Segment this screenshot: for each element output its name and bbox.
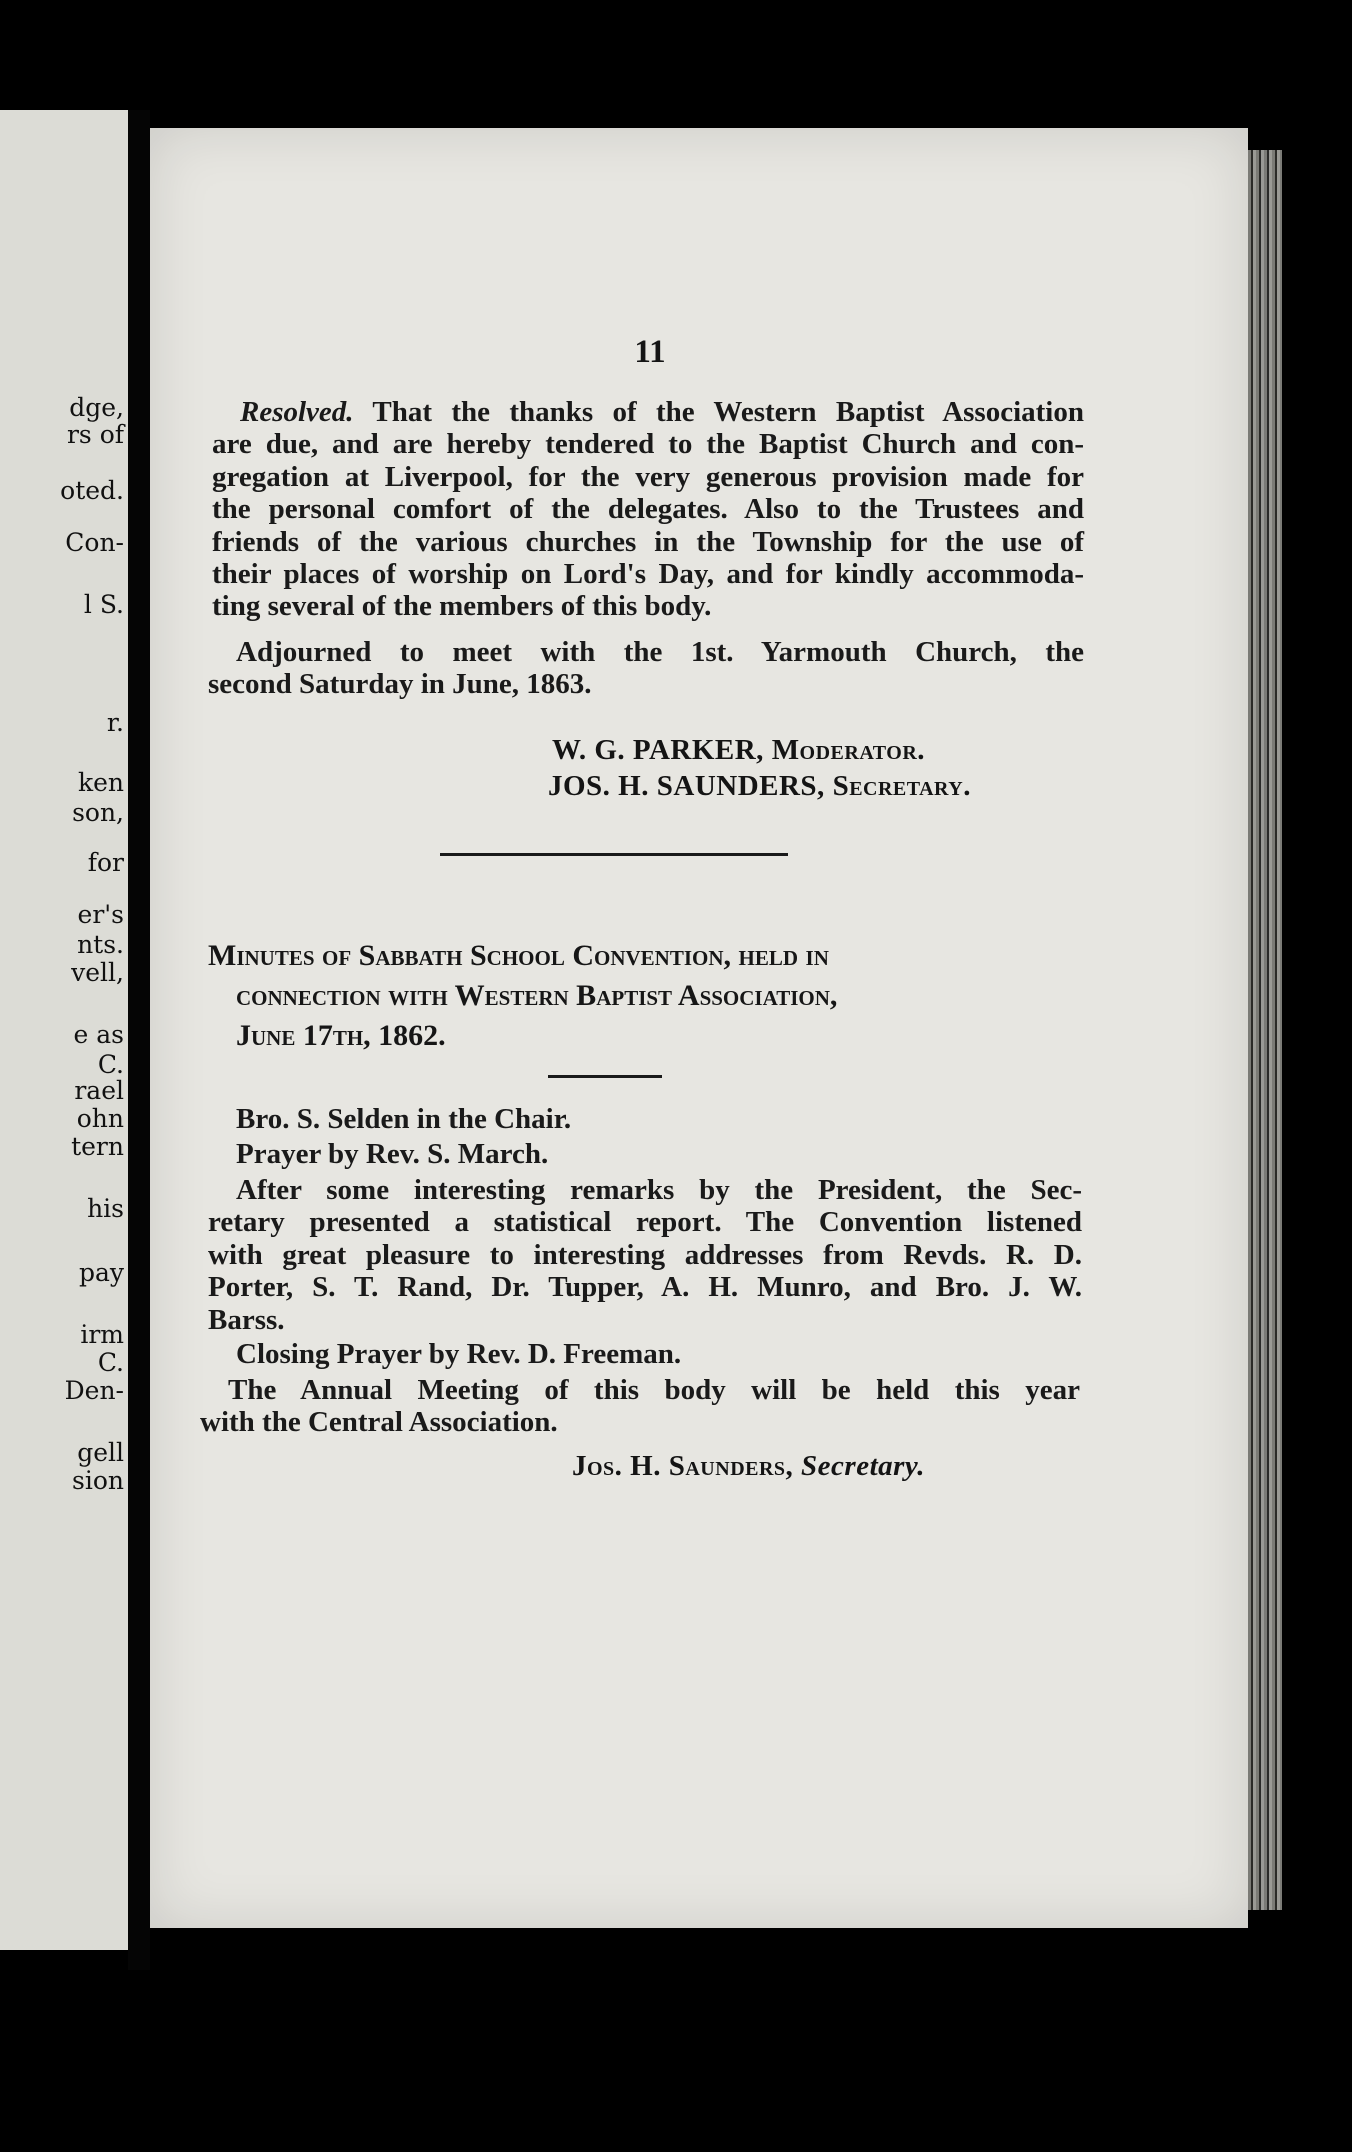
- resolved-lead: Resolved.: [240, 396, 354, 428]
- bottom-signature: [572, 1450, 925, 1483]
- heading-line: Minutes of Sabbath School Convention, held in: [208, 939, 829, 972]
- left-fragment: er's: [77, 900, 124, 929]
- annual-meeting-paragraph: [200, 1374, 1080, 1439]
- annual-line: The Annual Meeting of this body will be held this year: [228, 1374, 1080, 1406]
- left-fragment: l S.: [83, 590, 124, 619]
- bottom-signature-name: Jos. H. Saunders,: [572, 1450, 794, 1482]
- left-fragment: vell,: [71, 958, 124, 987]
- remarks-paragraph: [208, 1174, 1082, 1336]
- moderator-name: W. G. PARKER,: [552, 734, 764, 766]
- closing-prayer-line: Closing Prayer by Rev. D. Freeman.: [236, 1338, 682, 1370]
- resolution-line: gregation at Liverpool, for the very generous provision made for: [212, 460, 1084, 493]
- adjourned-line: Adjourned to meet with the 1st. Yarmouth Church, the: [236, 636, 1084, 668]
- moderator-title: Moderator.: [771, 734, 926, 766]
- resolution-line: the personal comfort of the delegates. Also to the Trustees and: [212, 493, 1084, 526]
- resolution-line: friends of the various churches in the Township for the use of: [212, 525, 1084, 558]
- left-fragment: irm: [80, 1320, 124, 1349]
- left-fragment: C.: [97, 1050, 124, 1079]
- left-fragment: e as: [73, 1020, 124, 1049]
- prayer-line: Prayer by Rev. S. March.: [236, 1138, 549, 1170]
- left-fragment: rael: [74, 1076, 124, 1105]
- previous-page-edge: [0, 110, 128, 1950]
- left-fragment: C.: [97, 1348, 124, 1377]
- resolution-line: [212, 396, 1084, 428]
- left-fragment: his: [87, 1194, 124, 1223]
- remarks-line: retary presented a statistical report. The Convention listened: [208, 1206, 1082, 1239]
- secretary-name: JOS. H. SAUNDERS,: [548, 770, 825, 802]
- left-fragment: dge,: [69, 393, 124, 422]
- heading-line: June 17th, 1862.: [236, 1019, 446, 1052]
- left-fragment: rs of: [66, 420, 124, 449]
- left-fragment: r.: [106, 708, 124, 737]
- convention-heading: [208, 936, 1150, 1056]
- resolution-line: are due, and are hereby tendered to the Baptist Church and con-: [212, 428, 1084, 461]
- adjourned-paragraph: [208, 636, 1084, 701]
- annual-line: with the Central Association.: [200, 1406, 558, 1439]
- left-fragment: tern: [71, 1132, 124, 1161]
- remarks-line: Porter, S. T. Rand, Dr. Tupper, A. H. Munro, and Bro. J. W.: [208, 1271, 1082, 1304]
- left-fragment: nts.: [77, 930, 124, 959]
- remarks-line: with great pleasure to interesting addresses from Revds. R. D.: [208, 1238, 1082, 1271]
- heading-line: connection with Western Baptist Association,: [236, 979, 838, 1012]
- left-fragment: oted.: [60, 476, 124, 505]
- book-gutter: [128, 110, 150, 1970]
- moderator-signature: [552, 734, 925, 767]
- left-fragment: gell: [77, 1438, 124, 1467]
- left-fragment: pay: [78, 1258, 124, 1287]
- left-fragment: son,: [72, 798, 124, 827]
- adjourned-line: second Saturday in June, 1863.: [208, 668, 592, 701]
- left-fragment: Den-: [64, 1376, 124, 1405]
- left-fragment: ohn: [76, 1104, 124, 1133]
- secretary-signature: [548, 770, 971, 803]
- resolution-line: their places of worship on Lord's Day, and for kindly accommoda-: [212, 558, 1084, 591]
- resolution-line: ting several of the members of this body.: [212, 590, 712, 623]
- remarks-line: After some interesting remarks by the President, the Sec-: [236, 1174, 1082, 1206]
- section-divider: [440, 853, 788, 856]
- book-page: [150, 128, 1248, 1928]
- page-stack-edge: [1248, 150, 1282, 1910]
- resolution-line-text: That the thanks of the Western Baptist Association: [372, 396, 1084, 428]
- remarks-line: Barss.: [208, 1303, 285, 1336]
- page-number: 11: [634, 334, 666, 370]
- left-fragment: for: [87, 848, 124, 877]
- chair-line: Bro. S. Selden in the Chair.: [236, 1103, 572, 1135]
- left-fragment: Con-: [65, 528, 124, 557]
- left-fragment: sion: [72, 1466, 124, 1495]
- bottom-signature-title: Secretary.: [801, 1450, 925, 1482]
- resolution-paragraph: [212, 396, 1084, 623]
- secretary-title: Secretary.: [832, 770, 971, 802]
- left-fragment: ken: [77, 768, 124, 797]
- heading-divider: [548, 1075, 662, 1078]
